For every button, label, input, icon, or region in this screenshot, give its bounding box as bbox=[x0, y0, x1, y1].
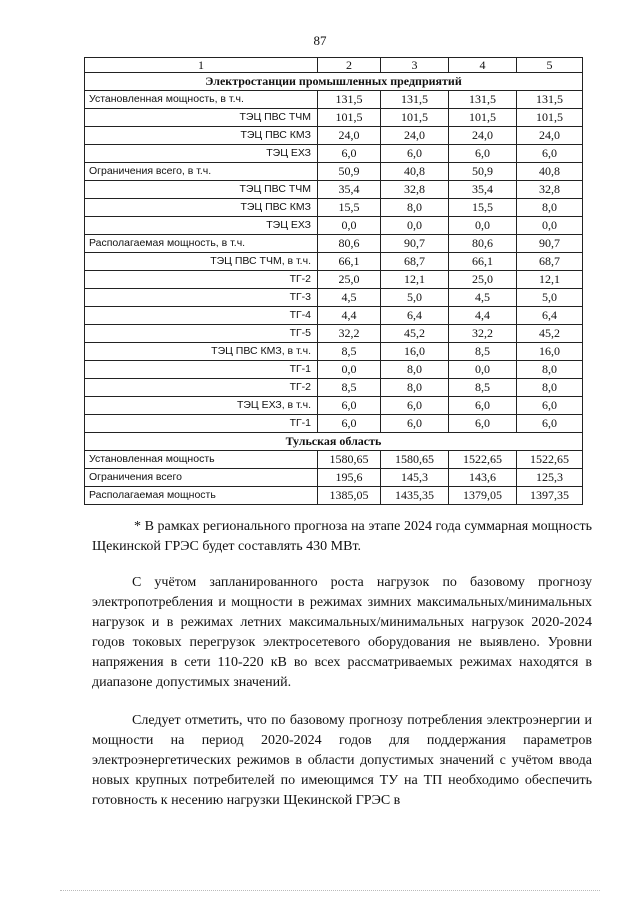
value-cell: 6,4 bbox=[517, 307, 583, 325]
value-cell: 16,0 bbox=[517, 343, 583, 361]
value-cell: 1435,35 bbox=[381, 487, 449, 505]
value-cell: 68,7 bbox=[517, 253, 583, 271]
table-row bbox=[85, 289, 583, 307]
table-row bbox=[85, 235, 583, 253]
row-label: ТГ-3 bbox=[85, 289, 318, 307]
row-label: ТЭЦ ПВС ТЧМ, в т.ч. bbox=[85, 253, 318, 271]
row-label: ТЭЦ ЕХЗ bbox=[85, 145, 318, 163]
value-cell: 8,5 bbox=[318, 379, 381, 397]
value-cell: 8,0 bbox=[517, 379, 583, 397]
table-row bbox=[85, 163, 583, 181]
value-cell: 101,5 bbox=[449, 109, 517, 127]
value-cell: 131,5 bbox=[318, 91, 381, 109]
footnote: * В рамках регионального прогноза на этапе 2024 года суммарная мощность Щекинской ГРЭС будет составлять 430 МВт. bbox=[92, 519, 592, 554]
value-cell: 1397,35 bbox=[517, 487, 583, 505]
section-title: Электростанции промышленных предприятий bbox=[85, 73, 583, 91]
value-cell: 25,0 bbox=[449, 271, 517, 289]
value-cell: 40,8 bbox=[381, 163, 449, 181]
table-row bbox=[85, 361, 583, 379]
column-header: 3 bbox=[381, 58, 449, 73]
value-cell: 6,0 bbox=[449, 145, 517, 163]
value-cell: 12,1 bbox=[381, 271, 449, 289]
value-cell: 1379,05 bbox=[449, 487, 517, 505]
value-cell: 6,0 bbox=[381, 145, 449, 163]
value-cell: 24,0 bbox=[318, 127, 381, 145]
row-label: ТЭЦ ПВС ТЧМ bbox=[85, 109, 318, 127]
row-label: ТГ-2 bbox=[85, 379, 318, 397]
value-cell: 4,5 bbox=[449, 289, 517, 307]
value-cell: 6,0 bbox=[318, 397, 381, 415]
value-cell: 6,0 bbox=[381, 397, 449, 415]
value-cell: 8,0 bbox=[381, 199, 449, 217]
table-row bbox=[85, 91, 583, 109]
value-cell: 0,0 bbox=[318, 361, 381, 379]
value-cell: 195,6 bbox=[318, 469, 381, 487]
power-balance-table bbox=[84, 57, 583, 505]
table-row bbox=[85, 325, 583, 343]
value-cell: 4,5 bbox=[318, 289, 381, 307]
table-row bbox=[85, 217, 583, 235]
table-row bbox=[85, 451, 583, 469]
value-cell: 1580,65 bbox=[381, 451, 449, 469]
row-label: Располагаемая мощность, в т.ч. bbox=[85, 235, 318, 253]
value-cell: 4,4 bbox=[449, 307, 517, 325]
value-cell: 32,2 bbox=[318, 325, 381, 343]
row-label: ТГ-1 bbox=[85, 415, 318, 433]
value-cell: 24,0 bbox=[381, 127, 449, 145]
value-cell: 101,5 bbox=[517, 109, 583, 127]
section-title: Тульская область bbox=[85, 433, 583, 451]
value-cell: 0,0 bbox=[517, 217, 583, 235]
value-cell: 24,0 bbox=[517, 127, 583, 145]
value-cell: 66,1 bbox=[318, 253, 381, 271]
column-header: 2 bbox=[318, 58, 381, 73]
row-label: Ограничения всего bbox=[85, 469, 318, 487]
value-cell: 15,5 bbox=[318, 199, 381, 217]
paragraph-2: Следует отметить, что по базовому прогнозу потребления электроэнергии и мощности на период 2020-2024 годов для поддержания параметров электроэнергетических режимов в области допустимых значений с учётом ввода новых крупных потребителей по имеющимся ТУ на ТП необходимо обеспечить готовность к несению нагрузки Щекинской ГРЭС в bbox=[92, 713, 592, 808]
table-row bbox=[85, 271, 583, 289]
column-header: 5 bbox=[517, 58, 583, 73]
row-label: Располагаемая мощность bbox=[85, 487, 318, 505]
row-label: ТГ-4 bbox=[85, 307, 318, 325]
value-cell: 45,2 bbox=[381, 325, 449, 343]
value-cell: 40,8 bbox=[517, 163, 583, 181]
table-row bbox=[85, 487, 583, 505]
table-row bbox=[85, 469, 583, 487]
section-row bbox=[85, 73, 583, 91]
value-cell: 8,0 bbox=[517, 361, 583, 379]
row-label: Ограничения всего, в т.ч. bbox=[85, 163, 318, 181]
table-row bbox=[85, 397, 583, 415]
section-row bbox=[85, 433, 583, 451]
value-cell: 0,0 bbox=[381, 217, 449, 235]
table-header-row bbox=[85, 58, 583, 73]
row-label: ТЭЦ ЕХЗ, в т.ч. bbox=[85, 397, 318, 415]
scan-edge-artifact bbox=[60, 890, 600, 893]
value-cell: 66,1 bbox=[449, 253, 517, 271]
value-cell: 68,7 bbox=[381, 253, 449, 271]
row-label: Установленная мощность bbox=[85, 451, 318, 469]
value-cell: 1385,05 bbox=[318, 487, 381, 505]
value-cell: 1522,65 bbox=[517, 451, 583, 469]
value-cell: 6,0 bbox=[318, 145, 381, 163]
value-cell: 32,8 bbox=[517, 181, 583, 199]
table-row bbox=[85, 181, 583, 199]
value-cell: 6,0 bbox=[517, 415, 583, 433]
value-cell: 6,0 bbox=[517, 397, 583, 415]
value-cell: 6,0 bbox=[449, 397, 517, 415]
row-label: ТЭЦ ПВС КМЗ bbox=[85, 199, 318, 217]
value-cell: 8,0 bbox=[517, 199, 583, 217]
table-row bbox=[85, 307, 583, 325]
value-cell: 32,2 bbox=[449, 325, 517, 343]
value-cell: 6,4 bbox=[381, 307, 449, 325]
value-cell: 16,0 bbox=[381, 343, 449, 361]
row-label: ТГ-1 bbox=[85, 361, 318, 379]
value-cell: 6,0 bbox=[381, 415, 449, 433]
value-cell: 15,5 bbox=[449, 199, 517, 217]
column-header: 4 bbox=[449, 58, 517, 73]
table-row bbox=[85, 379, 583, 397]
value-cell: 101,5 bbox=[381, 109, 449, 127]
value-cell: 6,0 bbox=[318, 415, 381, 433]
value-cell: 35,4 bbox=[318, 181, 381, 199]
value-cell: 32,8 bbox=[381, 181, 449, 199]
value-cell: 1580,65 bbox=[318, 451, 381, 469]
value-cell: 8,5 bbox=[449, 343, 517, 361]
table-row bbox=[85, 343, 583, 361]
value-cell: 35,4 bbox=[449, 181, 517, 199]
value-cell: 131,5 bbox=[517, 91, 583, 109]
value-cell: 45,2 bbox=[517, 325, 583, 343]
paragraph-1: С учётом запланированного роста нагрузок по базовому прогнозу электропотребления и мощности в режимах зимних максимальных/минимальных нагрузок и в режимах летних максимальных/минимальных нагрузок 2020-2024 годов токовых перегрузок электросетевого оборудования не выявлено. Уровни напряжения в сети 110-220 кВ во всех рассматриваемых режимах находятся в диапазоне допустимых значений. bbox=[92, 575, 592, 690]
value-cell: 50,9 bbox=[449, 163, 517, 181]
row-label: ТГ-2 bbox=[85, 271, 318, 289]
row-label: ТЭЦ ПВС КМЗ, в т.ч. bbox=[85, 343, 318, 361]
table-row bbox=[85, 199, 583, 217]
table-row bbox=[85, 109, 583, 127]
value-cell: 90,7 bbox=[517, 235, 583, 253]
page-number: 87 bbox=[313, 33, 327, 48]
value-cell: 6,0 bbox=[517, 145, 583, 163]
column-header: 1 bbox=[85, 58, 318, 73]
value-cell: 5,0 bbox=[517, 289, 583, 307]
value-cell: 145,3 bbox=[381, 469, 449, 487]
value-cell: 8,5 bbox=[449, 379, 517, 397]
table-row bbox=[85, 127, 583, 145]
value-cell: 80,6 bbox=[449, 235, 517, 253]
value-cell: 8,5 bbox=[318, 343, 381, 361]
value-cell: 8,0 bbox=[381, 379, 449, 397]
value-cell: 131,5 bbox=[449, 91, 517, 109]
value-cell: 8,0 bbox=[381, 361, 449, 379]
table-row bbox=[85, 253, 583, 271]
value-cell: 1522,65 bbox=[449, 451, 517, 469]
value-cell: 24,0 bbox=[449, 127, 517, 145]
value-cell: 0,0 bbox=[449, 361, 517, 379]
value-cell: 143,6 bbox=[449, 469, 517, 487]
value-cell: 5,0 bbox=[381, 289, 449, 307]
value-cell: 131,5 bbox=[381, 91, 449, 109]
row-label: Установленная мощность, в т.ч. bbox=[85, 91, 318, 109]
table-row bbox=[85, 415, 583, 433]
value-cell: 50,9 bbox=[318, 163, 381, 181]
value-cell: 25,0 bbox=[318, 271, 381, 289]
value-cell: 0,0 bbox=[449, 217, 517, 235]
value-cell: 90,7 bbox=[381, 235, 449, 253]
table-row bbox=[85, 145, 583, 163]
value-cell: 101,5 bbox=[318, 109, 381, 127]
value-cell: 4,4 bbox=[318, 307, 381, 325]
row-label: ТЭЦ ПВС КМЗ bbox=[85, 127, 318, 145]
value-cell: 12,1 bbox=[517, 271, 583, 289]
value-cell: 125,3 bbox=[517, 469, 583, 487]
row-label: ТЭЦ ПВС ТЧМ bbox=[85, 181, 318, 199]
value-cell: 80,6 bbox=[318, 235, 381, 253]
value-cell: 6,0 bbox=[449, 415, 517, 433]
value-cell: 0,0 bbox=[318, 217, 381, 235]
row-label: ТГ-5 bbox=[85, 325, 318, 343]
row-label: ТЭЦ ЕХЗ bbox=[85, 217, 318, 235]
